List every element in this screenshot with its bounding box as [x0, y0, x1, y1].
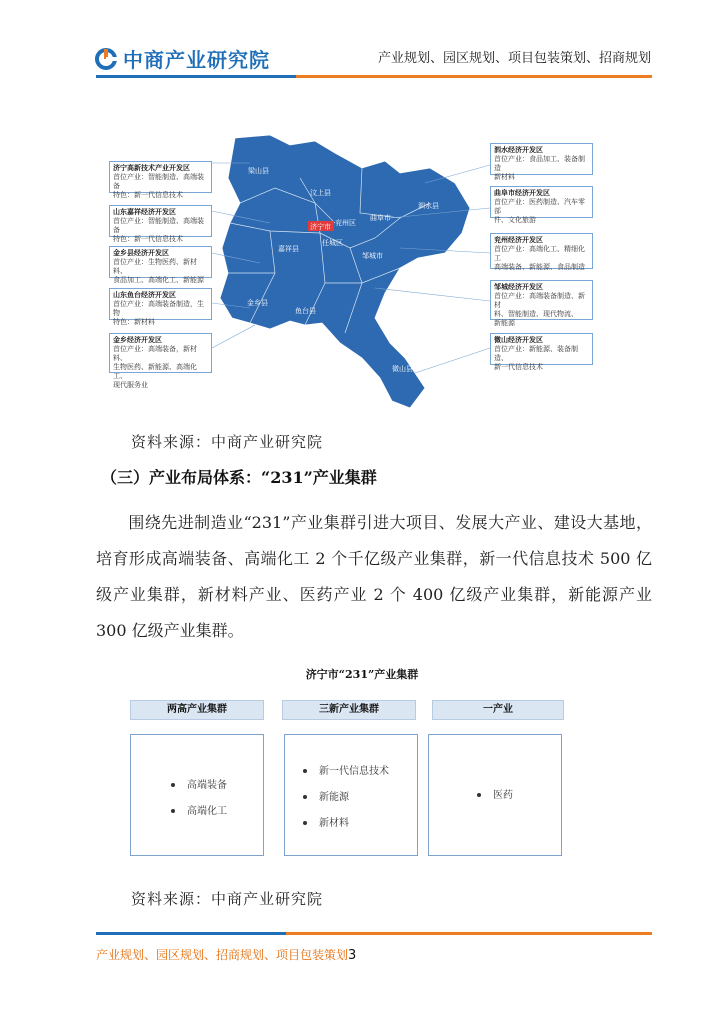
diagram-header-1: 三新产业集群 — [282, 700, 416, 720]
source-note-2: 资料来源：中商产业研究院 — [131, 890, 324, 908]
logo-text: 中商产业研究院 — [123, 48, 270, 72]
cluster-item: 医药 — [477, 783, 561, 809]
label-wenshang: 汶上县 — [310, 189, 331, 197]
label-liangshan: 梁山县 — [248, 167, 269, 175]
diagram-box-1 — [284, 734, 418, 856]
label-sishui: 泗水县 — [418, 202, 439, 210]
diagram-box-0 — [130, 734, 264, 856]
label-jiaxiang: 嘉祥县 — [278, 245, 299, 253]
header-divider — [96, 75, 652, 78]
cluster-item: 高端装备 — [171, 773, 263, 799]
footer — [96, 946, 356, 963]
label-weishan: 微山县 — [392, 365, 413, 373]
cluster-item: 新一代信息技术 — [303, 759, 417, 785]
section-title: （三）产业布局体系：“231”产业集群 — [101, 468, 377, 487]
page-number: 3 — [348, 948, 357, 963]
company-logo — [95, 44, 270, 73]
label-rencheng: 任城区 — [322, 239, 343, 247]
label-zoucheng: 邹城市 — [362, 252, 383, 260]
callout-right-3: 邹城经济开发区 首位产业：高端装备制造、新材 料、智能制造、现代物流、 新能源 — [490, 280, 593, 320]
callout-left-1: 山东嘉祥经济开发区 首位产业：智能制造、高端装备 特色：新一代信息技术 — [109, 205, 212, 237]
diagram-header-0: 两高产业集群 — [130, 700, 264, 720]
label-jinxiang: 金乡县 — [247, 299, 268, 307]
cluster-item: 新能源 — [303, 785, 417, 811]
header-tagline: 产业规划、园区规划、项目包装策划、招商规划 — [378, 51, 652, 66]
callout-right-1: 曲阜市经济开发区 首位产业：医药制造、汽车零部 件、文化旅游 — [490, 186, 593, 218]
footer-divider — [96, 932, 652, 935]
industrial-park-map — [100, 133, 600, 413]
diagram-box-2 — [428, 734, 562, 856]
callout-right-4: 微山经济开发区 首位产业：新能源、装备制造、 新一代信息技术 — [490, 333, 593, 365]
callout-right-0: 泗水经济开发区 首位产业：食品加工、装备制造 新材料 — [490, 143, 593, 175]
diagram-title: 济宁市“231”产业集群 — [305, 668, 419, 681]
source-note-1: 资料来源：中商产业研究院 — [131, 433, 324, 451]
callout-right-2: 兖州经济开发区 首位产业：高端化工、精细化工 高端装备、新能源、食品制造 — [490, 233, 593, 269]
logo-mark-icon — [95, 48, 117, 70]
label-qufu: 曲阜市 — [370, 214, 391, 222]
cluster-item: 新材料 — [303, 811, 417, 837]
cluster-item: 高端化工 — [171, 799, 263, 825]
callout-left-0: 济宁高新技术产业开发区 首位产业：智能制造、高端装备 特色：新一代信息技术 — [109, 161, 212, 193]
callout-left-4: 金乡经济开发区 首位产业：高端装备，新材料、 生物医药、新能源、高端化工、 现代服务业 — [109, 333, 212, 373]
body-paragraph: 围绕先进制造业“231”产业集群引进大项目、发展大产业、建设大基地，培育形成高端装备、高端化工 2 个千亿级产业集群，新一代信息技术 500 亿级产业集群，新材料产业、医药产业 2 个 400 亿级产业集群，新能源产业 300 亿级产业集群。 — [96, 513, 652, 640]
city-center-label: 济宁市 — [310, 223, 331, 231]
footer-text: 产业规划、园区规划、招商规划、项目包装策划 — [96, 948, 349, 962]
diagram-header-2: 一产业 — [432, 700, 564, 720]
callout-left-2: 金乡县经济开发区 首位产业：生物医药、新材料、 食品加工、高端化工、新能源 — [109, 246, 212, 278]
label-yanzhou: 兖州区 — [335, 219, 356, 227]
label-yutai: 鱼台县 — [295, 307, 316, 315]
callout-left-3: 山东鱼台经济开发区 首位产业：高端装备制造，生物 特色：新材料 — [109, 288, 212, 320]
